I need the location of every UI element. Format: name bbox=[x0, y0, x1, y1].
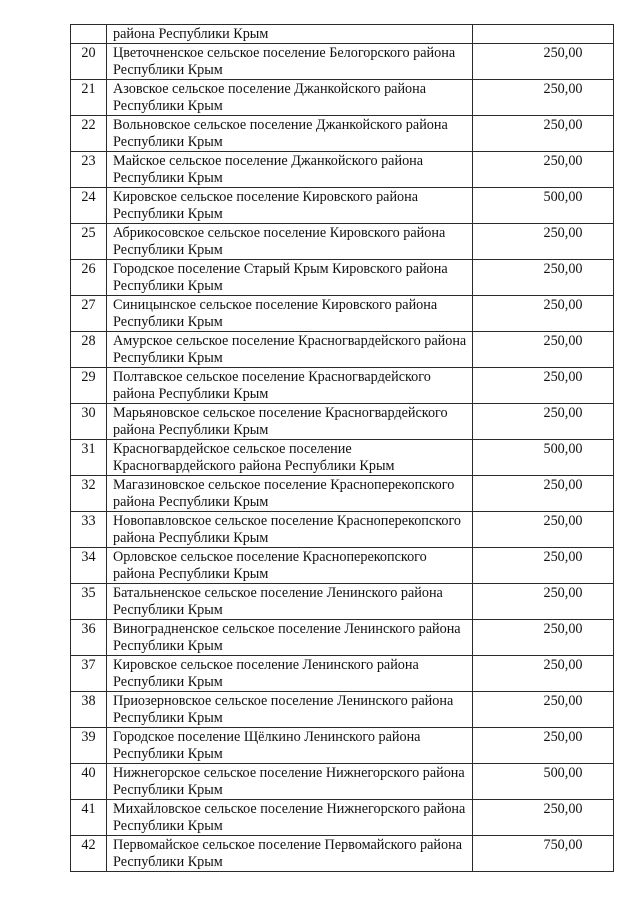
amount-cell bbox=[473, 25, 614, 44]
table-row bbox=[71, 152, 614, 188]
allocation-table bbox=[70, 24, 614, 872]
table-row bbox=[71, 80, 614, 116]
row-number-cell: 42 bbox=[71, 836, 107, 872]
settlement-name-cell: Кировское сельское поселение Ленинского района Республики Крым bbox=[107, 656, 473, 692]
table-row bbox=[71, 692, 614, 728]
amount-cell: 250,00 bbox=[473, 296, 614, 332]
amount-cell: 250,00 bbox=[473, 332, 614, 368]
table-row bbox=[71, 584, 614, 620]
amount-cell: 500,00 bbox=[473, 764, 614, 800]
row-number-cell: 30 bbox=[71, 404, 107, 440]
settlement-name-cell: Нижнегорское сельское поселение Нижнегорского района Республики Крым bbox=[107, 764, 473, 800]
settlement-name-cell: Марьяновское сельское поселение Красногвардейского района Республики Крым bbox=[107, 404, 473, 440]
amount-cell: 250,00 bbox=[473, 404, 614, 440]
table-row bbox=[71, 188, 614, 224]
amount-cell: 250,00 bbox=[473, 44, 614, 80]
settlement-name-cell: Батальненское сельское поселение Ленинского района Республики Крым bbox=[107, 584, 473, 620]
table-row-continuation bbox=[71, 25, 614, 44]
settlement-name-cell: Амурское сельское поселение Красногвардейского района Республики Крым bbox=[107, 332, 473, 368]
table-row bbox=[71, 728, 614, 764]
row-number-cell: 32 bbox=[71, 476, 107, 512]
row-number-cell: 25 bbox=[71, 224, 107, 260]
amount-cell: 250,00 bbox=[473, 260, 614, 296]
row-number-cell: 36 bbox=[71, 620, 107, 656]
amount-cell: 250,00 bbox=[473, 512, 614, 548]
amount-cell: 250,00 bbox=[473, 620, 614, 656]
table-row bbox=[71, 764, 614, 800]
table-row bbox=[71, 476, 614, 512]
amount-cell: 250,00 bbox=[473, 80, 614, 116]
settlement-name-cell: района Республики Крым bbox=[107, 25, 473, 44]
settlement-name-cell: Цветочненское сельское поселение Белогорского района Республики Крым bbox=[107, 44, 473, 80]
amount-cell: 250,00 bbox=[473, 152, 614, 188]
row-number-cell: 41 bbox=[71, 800, 107, 836]
row-number-cell: 29 bbox=[71, 368, 107, 404]
amount-cell: 250,00 bbox=[473, 548, 614, 584]
amount-cell: 250,00 bbox=[473, 800, 614, 836]
settlement-name-cell: Городское поселение Старый Крым Кировского района Республики Крым bbox=[107, 260, 473, 296]
table-row bbox=[71, 512, 614, 548]
settlement-name-cell: Красногвардейское сельское поселение Красногвардейского района Республики Крым bbox=[107, 440, 473, 476]
table-row bbox=[71, 116, 614, 152]
amount-cell: 250,00 bbox=[473, 584, 614, 620]
table-row bbox=[71, 224, 614, 260]
row-number-cell: 38 bbox=[71, 692, 107, 728]
settlement-name-cell: Магазиновское сельское поселение Красноперекопского района Республики Крым bbox=[107, 476, 473, 512]
settlement-name-cell: Михайловское сельское поселение Нижнегорского района Республики Крым bbox=[107, 800, 473, 836]
row-number-cell: 39 bbox=[71, 728, 107, 764]
settlement-name-cell: Азовское сельское поселение Джанкойского района Республики Крым bbox=[107, 80, 473, 116]
settlement-name-cell: Новопавловское сельское поселение Красноперекопского района Республики Крым bbox=[107, 512, 473, 548]
row-number-cell: 34 bbox=[71, 548, 107, 584]
row-number-cell: 27 bbox=[71, 296, 107, 332]
row-number-cell: 23 bbox=[71, 152, 107, 188]
settlement-name-cell: Майское сельское поселение Джанкойского района Республики Крым bbox=[107, 152, 473, 188]
table-row bbox=[71, 836, 614, 872]
table-row bbox=[71, 656, 614, 692]
settlement-name-cell: Абрикосовское сельское поселение Кировского района Республики Крым bbox=[107, 224, 473, 260]
table-row bbox=[71, 404, 614, 440]
amount-cell: 250,00 bbox=[473, 368, 614, 404]
amount-cell: 500,00 bbox=[473, 188, 614, 224]
amount-cell: 250,00 bbox=[473, 476, 614, 512]
row-number-cell bbox=[71, 25, 107, 44]
settlement-name-cell: Городское поселение Щёлкино Ленинского района Республики Крым bbox=[107, 728, 473, 764]
amount-cell: 500,00 bbox=[473, 440, 614, 476]
settlement-name-cell: Полтавское сельское поселение Красногвардейского района Республики Крым bbox=[107, 368, 473, 404]
table-row bbox=[71, 260, 614, 296]
settlement-name-cell: Орловское сельское поселение Красноперекопского района Республики Крым bbox=[107, 548, 473, 584]
table-body bbox=[71, 25, 614, 872]
row-number-cell: 21 bbox=[71, 80, 107, 116]
settlement-name-cell: Первомайское сельское поселение Первомайского района Республики Крым bbox=[107, 836, 473, 872]
row-number-cell: 33 bbox=[71, 512, 107, 548]
amount-cell: 250,00 bbox=[473, 692, 614, 728]
table-row bbox=[71, 548, 614, 584]
row-number-cell: 28 bbox=[71, 332, 107, 368]
row-number-cell: 24 bbox=[71, 188, 107, 224]
table-row bbox=[71, 440, 614, 476]
row-number-cell: 37 bbox=[71, 656, 107, 692]
table-row bbox=[71, 296, 614, 332]
row-number-cell: 20 bbox=[71, 44, 107, 80]
row-number-cell: 22 bbox=[71, 116, 107, 152]
settlement-name-cell: Вольновское сельское поселение Джанкойского района Республики Крым bbox=[107, 116, 473, 152]
settlement-name-cell: Виноградненское сельское поселение Ленинского района Республики Крым bbox=[107, 620, 473, 656]
amount-cell: 250,00 bbox=[473, 116, 614, 152]
amount-cell: 250,00 bbox=[473, 728, 614, 764]
settlement-name-cell: Синицынское сельское поселение Кировского района Республики Крым bbox=[107, 296, 473, 332]
amount-cell: 250,00 bbox=[473, 224, 614, 260]
table-row bbox=[71, 620, 614, 656]
settlement-name-cell: Приозерновское сельское поселение Ленинского района Республики Крым bbox=[107, 692, 473, 728]
row-number-cell: 26 bbox=[71, 260, 107, 296]
table-row bbox=[71, 800, 614, 836]
table-row bbox=[71, 368, 614, 404]
settlement-name-cell: Кировское сельское поселение Кировского района Республики Крым bbox=[107, 188, 473, 224]
row-number-cell: 31 bbox=[71, 440, 107, 476]
table-row bbox=[71, 332, 614, 368]
amount-cell: 750,00 bbox=[473, 836, 614, 872]
row-number-cell: 35 bbox=[71, 584, 107, 620]
table-row bbox=[71, 44, 614, 80]
row-number-cell: 40 bbox=[71, 764, 107, 800]
amount-cell: 250,00 bbox=[473, 656, 614, 692]
